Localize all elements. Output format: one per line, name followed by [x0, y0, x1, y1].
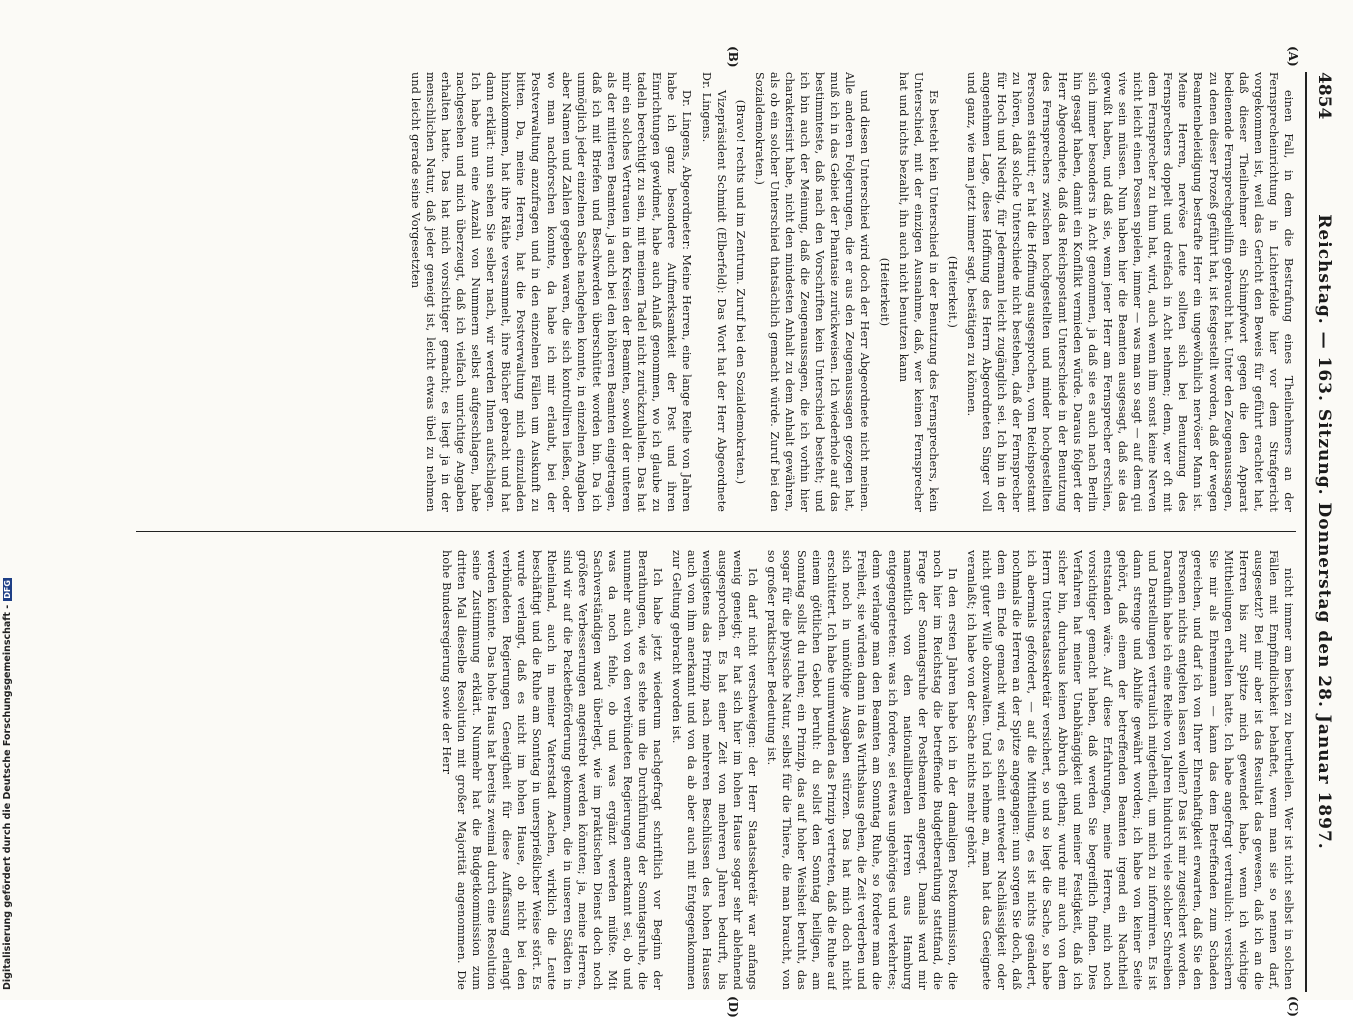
interjection: (Heiterkeit.) — [945, 255, 959, 329]
footer-text: Digitalisierung gefördert durch die Deutsche Forschungsgemeinschaft - — [2, 604, 13, 990]
speaker-paragraph: Dr. Lingens, Abgeordneter: Meine Herren, eine lange Reihe von Jahren habe ich ganz besondere Aufmerksamkeit der Post und ihren Einrichtungen gewidmet, habe auch Anlaß genommen, wo ich glaube zu tadeln berechtigt zu sein, mit meinem Tadel nicht zurückzuhalten. Das hat mir ein solches Vertrauen in den Kreisen der Beamten, sowohl der unteren als der mittleren Beamten, ja auch bei den höheren Beamten eingetragen, daß ich mit Briefen und Beschwerden überschüttet worden bin. Da ich unmöglich jeder einzelnen Sache nachgehen konnte, in einzelnen Angaben aber Namen und Zahlen gegeben waren, die sich kontrolliren ließen, oder wo man nachforschen konnte, da habe ich mir erlaubt, bei der Postverwaltung anzufragen und in den einzelnen Fällen um Auskunft zu bitten. Da, meine Herren, hat die Postverwaltung mich einzuladen hinzukommen, hat ihre Räthe versammelt, ihre Bücher gebracht und hat dann erklärt: nun sehen Sie selber nach, wir werden Ihnen aufschlagen. Ich habe nun eine Anzahl von Nummern selbst aufgeschlagen, habe nachgesehen und mich überzeugt, daß ich vielfach unrichtige Angaben erhalten hatte. Das hat mich vorsichtiger gemacht; es liegt ja in der menschlichen Natur, daß jeder geneigt ist, leicht etwas übel zu nehmen und leicht gerade seine Vorgesetzten — [408, 72, 694, 512]
paragraph: nicht immer am besten zu beurtheilen. Wer ist nicht selbst in solchen Fällen mit Empfindlichkeit behaftet, wenn man sie so nennen darf, ausgesetzt? Bei mir aber ist das Resultat das gewesen, daß ich an die Herren bis zur Spitze mich gewendet habe, wenn ich wichtige Mittheilungen erhalten hatte. Ich habe angefragt vertraulich: versichern Sie mir als Ehrenmann — kann das dem Betreffenden zum Schaden gereichen, und darf ich von Ihrer Ehrenhaftigkeit erwarten, daß Sie den Personen nichts entgelten lassen wollen? Das ist mir zugesichert worden. Daraufhin habe ich eine Reihe von Jahren hindurch viele solcher Schreiben und Darstellungen vertraulich mitgetheilt, um mich zu informiren. Es ist dann strenge und Abhilfe gewährt worden; ich habe von keiner Seite gehört, daß einem der betreffenden Beamten irgend ein Nachtheil entstanden wäre. Auf diese Erfahrungen, meine Herren, mich noch vorsichtiger gemacht haben, daß werden Sie begreiflich finden. Dies Verfahren hat meiner Unabhängigkeit und meiner Festigkeit, daß ich sicher bin, durchaus keinen Abbruch gethan; wurde mir auch von dem Herrn Unterstaatssekretär versichert, so und so liegt die Sache, so habe ich abermals gefordert, — auf die Mittheilung, es ist nichts geändert, nochmals die Herren an der Spitze angegangen: nun sorgen Sie doch, daß dem ein Ende gemacht wird, es scheint entweder Nachlässigkeit oder nicht guter Wille obzuwalten. Und ich nehme an, man hat das Geeignete veranlaßt; ich habe von der Sache nichts mehr gehört. — [965, 550, 1295, 990]
paragraph: einen Fall, in dem die Bestrafung eines Theilnehmers an der Fernsprecheinrichtung in Lichterfelde hier vor dem Strafgericht vorgekommen ist, weil das Gericht den Beweis für geführt erachtet hat, daß dieser Theilnehmer ein Schimpfwort gegen die den Apparat bedienende Fernsprechgehilfin gebraucht hat. Unter den Zeugenaussagen, zu denen dieser Prozeß geführt hat, ist festgestellt worden, daß der wegen Beamtenbeleidigung bestrafte Herr ein ungewöhnlich nervöser Mann ist. Meine Herren, nervöse Leute sollten sich bei Benutzung des Fernsprechers doppelt und dreifach in Acht nehmen; denn, wer oft mit dem Fernsprecher zu thun hat, wird, auch wenn ihm sonst keine Nerven nicht leicht einen Possen spielen, immer — was man so sagt — auf dem qui vive sein müssen. Nun haben hier die Beamten ausgesagt, daß sie das gewußt haben, und daß sie, wenn jener Herr am Fernsprecher erschien, sich immer besonders in Acht genommen, ja daß sie es auch nach Berlin hin gesagt haben, damit ein Konflikt vermieden würde. Daraus folgert der Herr Abgeordnete, daß das Reichspostamt Unterschiede in der Benutzung des Fernsprechers zwischen hochgestellten und minder hochgestellten Personen statuirt; er hat die Hoffnung ausgesprochen, vom Reichspostamt zu hören, daß solche Unterschiede nicht bestehen, daß der Fernsprecher für Hoch und Niedrig, für Jedermann leicht zugänglich sei. Ich bin in der angenehmen Lage, diese Hoffnung des Herrn Abgeordneten Singer voll und ganz, wie man jetzt immer sagt, bestätigen zu können. — [965, 72, 1295, 512]
margin-mark-b: (B) — [726, 46, 740, 68]
left-column — [136, 72, 1296, 512]
interjection: (Heiterkeit) — [877, 257, 891, 327]
paragraph: und diesen Unterschied wird doch der Herr Abgeordnete nicht meinen. Alle anderen Folgerungen, die er aus den Zeugenaussagen gezogen hat, muß ich in das Gebiet der Phantasie zurückweisen. Ich wiederhole auf das bestimmteste, daß nach den Vorschriften kein Unterschied besteht; und ich bin auch der Meinung, daß die Zeugenaussagen, die ich vorhin hier charakterisirt habe, nicht den mindesten Anhalt zu dem Anhalt gewähren, als ob ein solcher Unterschied thatsächlich gemacht würde. Zuruf bei den Sozialdemokraten.) — [752, 72, 872, 512]
header-rule — [1305, 72, 1307, 992]
margin-mark-c: (C) — [1286, 996, 1300, 1017]
paragraph: Es besteht kein Unterschied in der Benutzung des Fernsprechers, kein Unterschied, mit der einzigen Ausnahme, daß, wer keinen Fernsprecher hat und nichts bezahlt, ihn auch nicht benutzen kann — [896, 72, 940, 512]
page-header — [1304, 72, 1340, 992]
speaker-paragraph: Vizepräsident Schmidt (Elberfeld): Das Wort hat der Herr Abgeordnete Dr. Lingens. — [699, 72, 728, 512]
footer-credit — [2, 560, 14, 990]
right-column — [136, 550, 1296, 990]
paragraph: Ich habe jetzt wiederum nachgefragt schriftlich vor Beginn der Berathungen, wie es stehe um die Durchführung der Sonntagsruhe, die nunmehr auch von den verbündeten Regierungen anerkannt sei, ob und was da noch fehle, ob und was ergänzt werden müßte. Mit Sachverständigen ward überlegt, wie im praktischen Dienst doch noch größere Verbesserungen angestrebt werden könnten; ja, meine Herren, sind wir auf die Packetbeförderung gekommen, die in unseren Städten in Rheinland, auch in meiner Vaterstadt Aachen, wirklich die Leute beschäftigt und die Ruhe am Sonntag in unersprießlicher Weise stört. Es wurde verlangt, daß es nicht im hohen Hause, ob nicht bei den verbündeten Regierungen Geneigtheit für diese Auffassung erlangt werden könnte. Das hohe Haus hat bereits zweimal durch eine Resolution seine Zustimmung erklärt. Nunmehr hat die Budgetkommission zum dritten Mal dieselbe Resolution mit großer Majorität angenommen. Die hohe Bundesregierung sowie der Herr — [439, 550, 665, 990]
column-divider — [136, 531, 1296, 532]
dfg-logo: DFG — [3, 580, 12, 599]
paragraph: In den ersten Jahren habe ich in der damaligen Postkommission, die noch hier im Reichstag die betreffende Budgetberathung stattfand, die Frage der Sonntagsruhe der Postbeamten angeregt. Damals ward mir namentlich von den nationalliberalen Herren aus Hamburg entgegengetreten: was ich fordere, sei etwas ungehöriges und verkehrtes; denn verlange man den Beamten am Sonntag Ruhe, so fordere man die Freiheit, sie würden dann in das Wirthshaus gehen, die Zeit verderben und sich noch in unnöthige Ausgaben stürzen. Das hat mich doch nicht erschüttert. Ich habe unumwunden das Prinzip vertreten, daß die Ruhe auf einem göttlichen Gebot beruht: du sollst den Sonntag heiligen, am Sonntag sollst du ruhen; ein Prinzip, das auf hoher Weisheit beruht, das sogar für die physische Natur, selbst für die Thiere, die man braucht, von so großer praktischer Bedeutung ist. — [764, 550, 959, 990]
margin-mark-a: (A) — [1286, 46, 1300, 67]
page-title: Reichstag. — 163. Sitzung. Donnerstag den 28. Januar 1897. — [1314, 214, 1334, 850]
margin-mark-d: (D) — [726, 996, 740, 1018]
paragraph: Ich darf nicht verschweigen: der Herr Staatssekretär war anfangs wenig geneigt; er hat sich hier im hohen Hause sogar sehr ablehnend ausgesprochen. Es hat einer Zeit von mehreren Jahren bedurft, bis wenigstens das Prinzip nach mehreren Beschlüssen des hohen Hauses auch von ihm anerkannt und von da ab aber auch mit Entgegenkommen zur Geltung gebracht worden ist. — [670, 550, 759, 990]
interjection: (Bravo! rechts und im Zentrum. Zuruf bei den Sozialdemokraten.) — [733, 99, 747, 485]
rotated-page-content — [85, 46, 1340, 1018]
page-number: 4854 — [1314, 72, 1334, 120]
